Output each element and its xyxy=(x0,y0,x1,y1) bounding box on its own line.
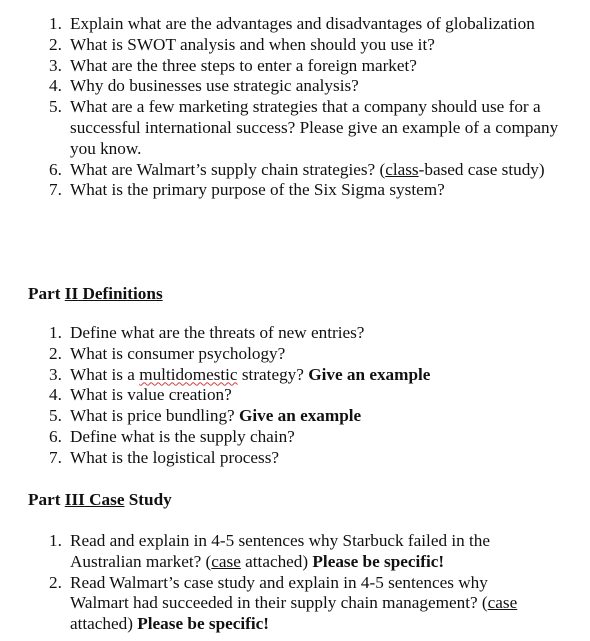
list-item xyxy=(49,448,577,469)
list-number: 2. xyxy=(49,34,62,54)
list-number: 4. xyxy=(49,76,62,96)
heading-case: Case xyxy=(84,490,125,509)
part1-question-list xyxy=(49,14,577,201)
heading-roman: II xyxy=(64,284,79,303)
case-link[interactable]: case xyxy=(487,593,518,613)
list-item-text-pre: Read and explain in 4-5 sentences why Starbuck failed in the Australian market? ( xyxy=(70,531,491,571)
list-number: 7. xyxy=(49,447,62,467)
list-number: 3. xyxy=(49,364,62,384)
list-item-bold: Give an example xyxy=(308,364,431,384)
heading-prefix: Part xyxy=(28,284,65,303)
list-item-text: What are the three steps to enter a foreign market? xyxy=(70,55,417,75)
list-item xyxy=(49,76,577,97)
list-item xyxy=(49,160,577,181)
list-item xyxy=(49,35,577,56)
list-item xyxy=(49,14,577,35)
list-item xyxy=(49,323,577,344)
list-number: 6. xyxy=(49,159,62,179)
list-item xyxy=(49,365,577,386)
list-number: 7. xyxy=(49,180,62,200)
heading-roman: III xyxy=(64,490,85,509)
list-item xyxy=(49,97,577,159)
list-item-text: What is the primary purpose of the Six Sigma system? xyxy=(70,180,445,200)
list-item-text: What are a few marketing strategies that a company should use for a successful international success? Please give an example of a company you know. xyxy=(70,97,559,158)
part2-question-list xyxy=(49,323,577,469)
list-number: 5. xyxy=(49,406,62,426)
heading-rest: Study xyxy=(124,490,172,509)
list-number: 5. xyxy=(49,97,62,117)
list-item-text-post: attached) xyxy=(240,551,313,571)
list-item-bold: Please be specific! xyxy=(137,614,270,634)
list-item-text: What is consumer psychology? xyxy=(70,343,286,363)
list-item-text-post: strategy? xyxy=(237,364,309,384)
list-item-text-pre: What is price bundling? xyxy=(70,406,239,426)
spellcheck-word[interactable]: multidomestic xyxy=(139,364,238,384)
part3-heading xyxy=(28,490,172,511)
list-number: 1. xyxy=(49,323,62,342)
list-number: 2. xyxy=(49,343,62,363)
heading-underlined xyxy=(65,284,163,303)
list-item-text-post: attached) xyxy=(70,614,138,634)
part2-heading xyxy=(28,284,163,305)
list-item xyxy=(49,180,577,201)
list-item xyxy=(49,573,549,635)
list-item xyxy=(49,56,577,77)
heading-underlined xyxy=(65,490,125,509)
part3-question-list xyxy=(49,531,549,635)
list-number: 2. xyxy=(49,572,62,592)
list-item-text-pre: What is a xyxy=(70,364,140,384)
list-item-bold: Please be specific! xyxy=(312,551,445,571)
list-number: 3. xyxy=(49,55,62,75)
list-item-text: What is the logistical process? xyxy=(70,447,280,467)
list-item-text: Define what is the supply chain? xyxy=(70,426,295,446)
list-item xyxy=(49,406,577,427)
list-item-text-pre: Read Walmart’s case study and explain in 4-5 sentences why Walmart had succeeded in their supply chain management? ( xyxy=(70,572,488,613)
case-link[interactable]: case xyxy=(211,551,241,571)
list-item-bold: Give an example xyxy=(238,406,362,426)
list-number: 1. xyxy=(49,14,62,33)
list-number: 6. xyxy=(49,426,62,446)
list-item xyxy=(49,531,549,573)
list-item-text: Why do businesses use strategic analysis? xyxy=(70,76,359,96)
list-item-text: Define what are the threats of new entries? xyxy=(70,323,365,342)
heading-prefix: Part xyxy=(28,490,65,509)
list-item-text: What is SWOT analysis and when should you use it? xyxy=(70,34,435,54)
class-link[interactable]: class xyxy=(385,159,419,179)
list-item-text-post: -based case study) xyxy=(418,159,545,179)
heading-title: Definitions xyxy=(78,284,163,303)
list-item-text: What is value creation? xyxy=(70,385,232,405)
list-item-text: Explain what are the advantages and disadvantages of globalization xyxy=(70,14,535,33)
list-number: 4. xyxy=(49,385,62,405)
list-item xyxy=(49,427,577,448)
list-item-text-pre: What are Walmart’s supply chain strategies? ( xyxy=(70,159,386,179)
list-number: 1. xyxy=(49,531,62,550)
list-item xyxy=(49,344,577,365)
list-item xyxy=(49,385,577,406)
